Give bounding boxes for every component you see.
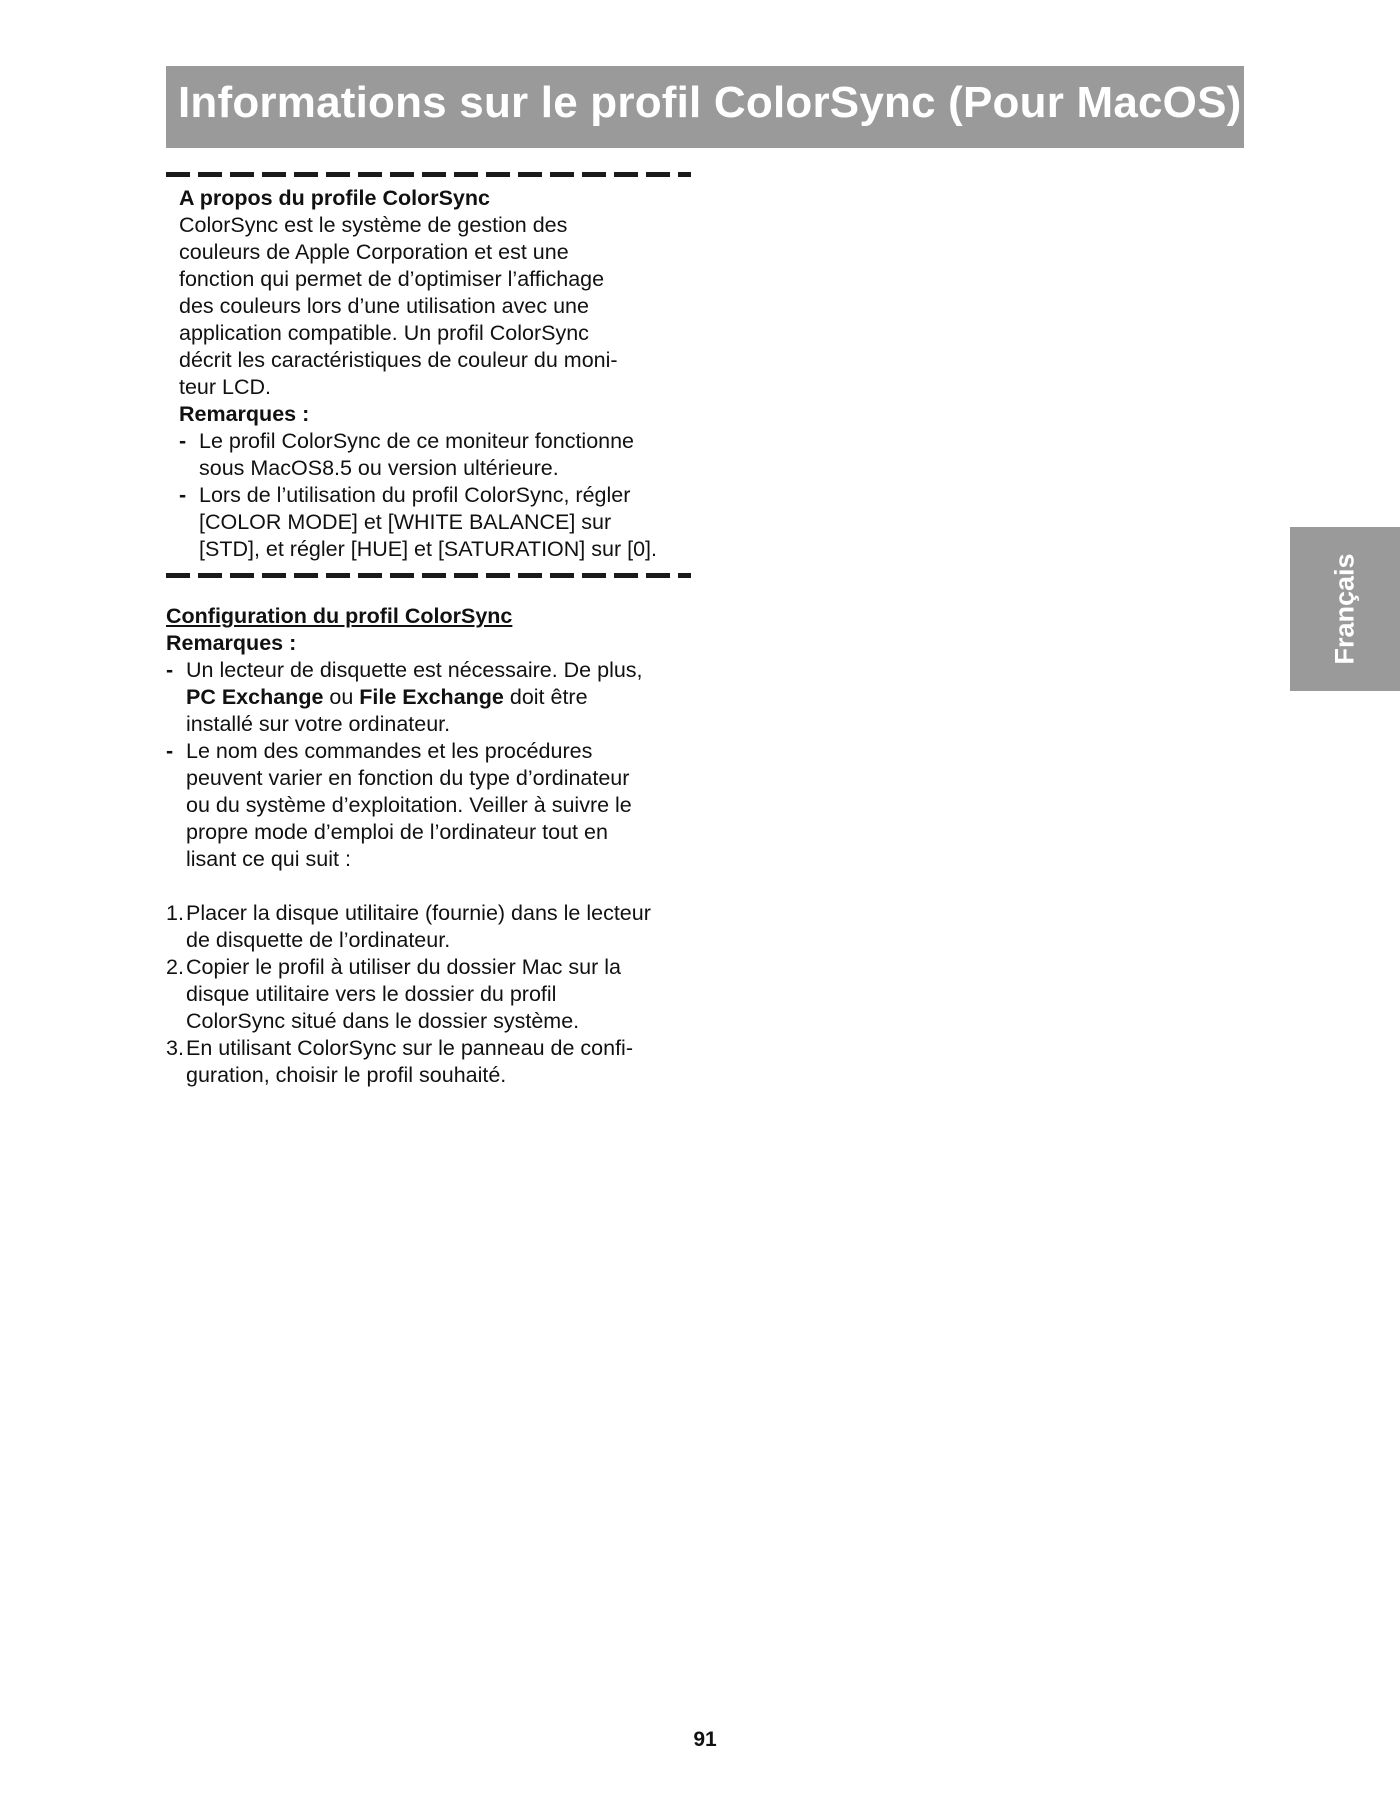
bullet-line: peuvent varier en fonction du type d’ordinateur — [186, 766, 630, 790]
about-box-line: teur LCD. — [179, 375, 272, 399]
about-box-bottom-rule — [166, 573, 691, 578]
step-line: En utilisant ColorSync sur le panneau de confi- — [186, 1036, 633, 1060]
bullet-marker: - — [179, 429, 187, 453]
about-box-line: couleurs de Apple Corporation et est une — [179, 240, 569, 264]
bullet-line: Le profil ColorSync de ce moniteur fonctionne — [199, 429, 635, 453]
about-box-line: des couleurs lors d’une utilisation avec une — [179, 294, 589, 318]
bullet-line: ou du système d’exploitation. Veiller à suivre le — [186, 793, 632, 817]
page-number: 91 — [693, 1728, 717, 1751]
about-box-line: application compatible. Un profil ColorSync — [179, 321, 589, 345]
about-box-line: décrit les caractéristiques de couleur du moni- — [179, 348, 618, 372]
step-line: guration, choisir le profil souhaité. — [186, 1063, 507, 1087]
about-box-remarks-label: Remarques : — [179, 402, 310, 426]
page-title-bar — [166, 66, 1244, 148]
config-heading: Configuration du profil ColorSync — [166, 604, 513, 628]
step-line: disque utilitaire vers le dossier du profil — [186, 982, 557, 1006]
bullet-text-fragment: doit être — [503, 685, 588, 709]
step-item — [166, 954, 706, 1035]
bullet-line: Le nom des commandes et les procédures — [186, 739, 593, 763]
step-line: de disquette de l’ordinateur. — [186, 928, 451, 952]
about-box-heading: A propos du profile ColorSync — [179, 186, 490, 210]
step-number: 3. — [166, 1036, 184, 1060]
step-line: Placer la disque utilitaire (fournie) dans le lecteur — [186, 901, 651, 925]
about-box-top-rule — [166, 172, 691, 177]
language-tab — [1290, 527, 1400, 691]
bullet-line: [COLOR MODE] et [WHITE BALANCE] sur — [199, 510, 612, 534]
bullet-line-mixed — [186, 684, 706, 711]
page-title: Informations sur le profil ColorSync (Pour MacOS) — [178, 78, 1242, 127]
bullet-line: Un lecteur de disquette est nécessaire. De plus, — [186, 658, 643, 682]
bullet-marker: - — [166, 658, 174, 682]
about-box-bullet — [179, 428, 689, 482]
language-tab-label: Français — [1329, 553, 1360, 665]
step-item — [166, 900, 706, 954]
spacer — [166, 873, 706, 900]
config-remarks-label: Remarques : — [166, 631, 297, 655]
about-box-line: fonction qui permet de d’optimiser l’affichage — [179, 267, 605, 291]
file-exchange-term: File Exchange — [359, 685, 504, 709]
bullet-line: Lors de l’utilisation du profil ColorSync, régler — [199, 483, 631, 507]
config-bullet — [166, 657, 706, 738]
bullet-line: propre mode d’emploi de l’ordinateur tout en — [186, 820, 608, 844]
bullet-line: installé sur votre ordinateur. — [186, 712, 451, 736]
about-box — [179, 185, 689, 563]
bullet-marker: - — [179, 483, 187, 507]
bullet-line: [STD], et régler [HUE] et [SATURATION] sur [0]. — [199, 537, 657, 561]
step-number: 2. — [166, 955, 184, 979]
bullet-line: sous MacOS8.5 ou version ultérieure. — [199, 456, 559, 480]
config-section — [166, 603, 706, 1089]
pc-exchange-term: PC Exchange — [186, 685, 324, 709]
bullet-marker: - — [166, 739, 174, 763]
bullet-line: lisant ce qui suit : — [186, 847, 351, 871]
bullet-text-fragment: ou — [323, 685, 360, 709]
step-item — [166, 1035, 706, 1089]
about-box-line: ColorSync est le système de gestion des — [179, 213, 568, 237]
about-box-bullet — [179, 482, 689, 563]
step-line: ColorSync situé dans le dossier système. — [186, 1009, 580, 1033]
config-bullet — [166, 738, 706, 873]
step-number: 1. — [166, 901, 184, 925]
step-line: Copier le profil à utiliser du dossier Mac sur la — [186, 955, 621, 979]
